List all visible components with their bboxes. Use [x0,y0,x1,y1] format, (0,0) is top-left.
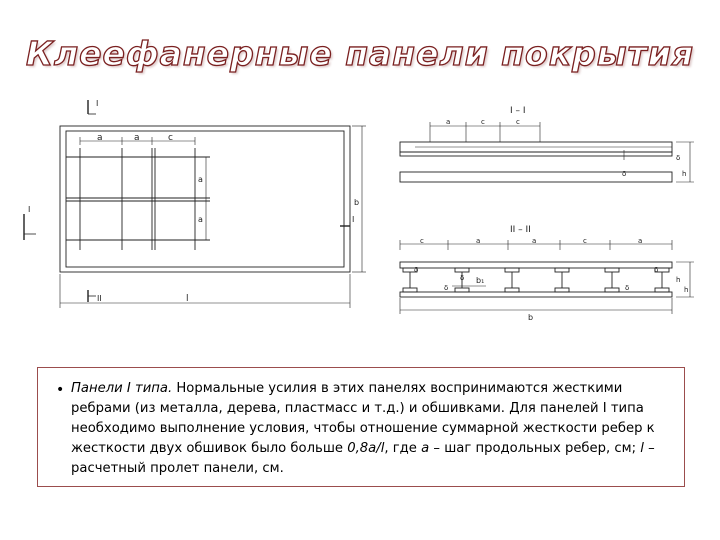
body-text: – шаг продольных ребер, см; [429,441,641,456]
section-1 [400,122,694,182]
slide-title: Клеефанерные панели покрытия [25,34,695,73]
section2-label: δ [414,266,419,274]
description-paragraph [71,379,676,479]
dim-label-a-vertical: a [198,175,203,184]
dim-label-a: a [97,133,103,143]
lead-text: Панели I типа. [71,381,173,396]
section2-label: δ [625,284,630,292]
formula: 0,8a/l [347,441,385,456]
section2-dim: a [476,237,481,245]
section2-label: b₁ [476,276,485,285]
section-mark-bottom: II [97,294,102,303]
section2-label: δ [460,274,465,282]
section1-dim-right: h [682,170,687,178]
variable-l: l [640,441,644,456]
section1-bottom-skin [400,172,672,182]
body-text: , где [384,441,422,456]
section2-label: δ [444,284,449,292]
dim-label-b: b [354,198,360,207]
section2-dim: c [583,237,587,245]
section1-title: I – I [510,106,526,116]
panel-outline [60,126,350,272]
section-mark-left: I [28,205,31,214]
dim-label-a-vertical: a [198,215,203,224]
section2-title: II – II [510,225,531,235]
body-text: Нормальные усилия в этих панелях воспринимаются жесткими ребрами (из металла, дерева, пластмасс и т.д.) и обшивками. Для панелей I типа необходимо выполнение условия, чтобы отношение суммарной жесткости ребер к жесткости двух обшивок было больше [71,381,655,456]
description-box [37,367,685,487]
section2-label: δ [654,266,659,274]
section2-dim: a [638,237,643,245]
dim-label-c: c [168,133,173,143]
section2-dim: a [532,237,537,245]
section2-dim: c [420,237,424,245]
length-label: l [186,294,189,304]
bullet: • [56,382,65,398]
section2-dim-right: h [684,286,689,294]
section1-dim: c [481,118,485,126]
section2-width-label: b [528,313,534,322]
section1-dim: c [516,118,520,126]
plan-view [24,100,366,308]
section1-dim: a [446,118,451,126]
section-mark-right: I [352,215,355,224]
variable-a: а [421,441,430,456]
section2-bottom-skin [400,292,672,297]
section2-top-skin [400,262,672,268]
plan-labels [28,99,359,304]
section1-mark: δ [622,170,627,178]
section2-dim-right: h [676,276,681,284]
section2-labels [414,225,688,322]
section1-dim-right: δ [676,154,681,162]
body-text: – расчетный пролет панели, см. [71,441,655,476]
panel-inner-outline [66,131,344,267]
dim-label-a: a [134,133,140,143]
section-2 [400,240,694,314]
section-mark-top: I [96,99,99,108]
